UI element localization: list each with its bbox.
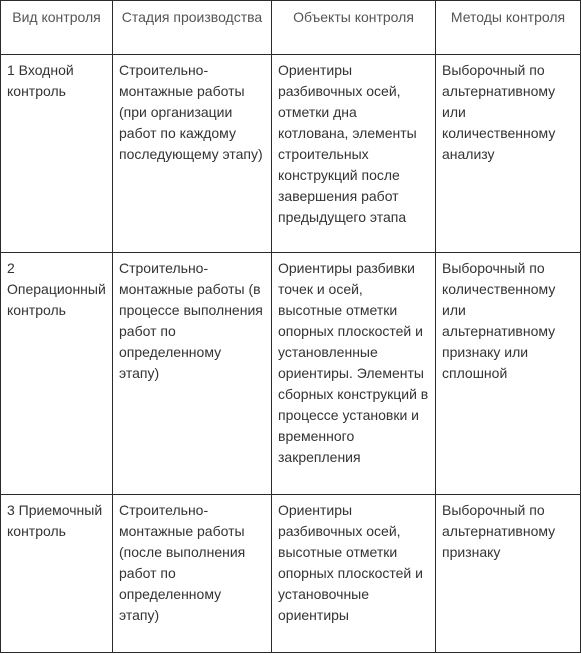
table-header-row: [1, 1, 581, 55]
cell-control-type: 1 Входной контроль: [1, 55, 113, 253]
cell-production-stage: Строительно-монтажные работы (после выполнения работ по определенному этапу): [113, 495, 272, 653]
cell-control-objects: Ориентиры разбивочных осей, высотные отметки опорных плоскостей и установочные ориентиры: [272, 495, 436, 653]
cell-control-objects: Ориентиры разбивочных осей, отметки дна котлована, элементы строительных конструкций после завершения работ предыдущего этапа: [272, 55, 436, 253]
header-control-methods: Методы контроля: [436, 1, 581, 55]
header-control-objects: Объекты контроля: [272, 1, 436, 55]
cell-production-stage: Строительно-монтажные работы (в процессе выполнения работ по определенному этапу): [113, 253, 272, 495]
cell-control-type: 3 Приемочный контроль: [1, 495, 113, 653]
cell-control-objects: Ориентиры разбивки точек и осей, высотные отметки опорных плоскостей и установленные ориентиры. Элементы сборных конструкций в процессе установки и временного закрепления: [272, 253, 436, 495]
header-production-stage: Стадия производства: [113, 1, 272, 55]
cell-control-methods: Выборочный по количественному или альтернативному признаку или сплошной: [436, 253, 581, 495]
table-row: [1, 253, 581, 495]
cell-control-methods: Выборочный по альтернативному или количественному анализу: [436, 55, 581, 253]
table-row: [1, 55, 581, 253]
table-row: [1, 495, 581, 653]
cell-production-stage: Строительно-монтажные работы (при организации работ по каждому последующему этапу): [113, 55, 272, 253]
header-control-type: Вид контроля: [1, 1, 113, 55]
cell-control-type: 2 Операционный контроль: [1, 253, 113, 495]
cell-control-methods: Выборочный по альтернативному признаку: [436, 495, 581, 653]
